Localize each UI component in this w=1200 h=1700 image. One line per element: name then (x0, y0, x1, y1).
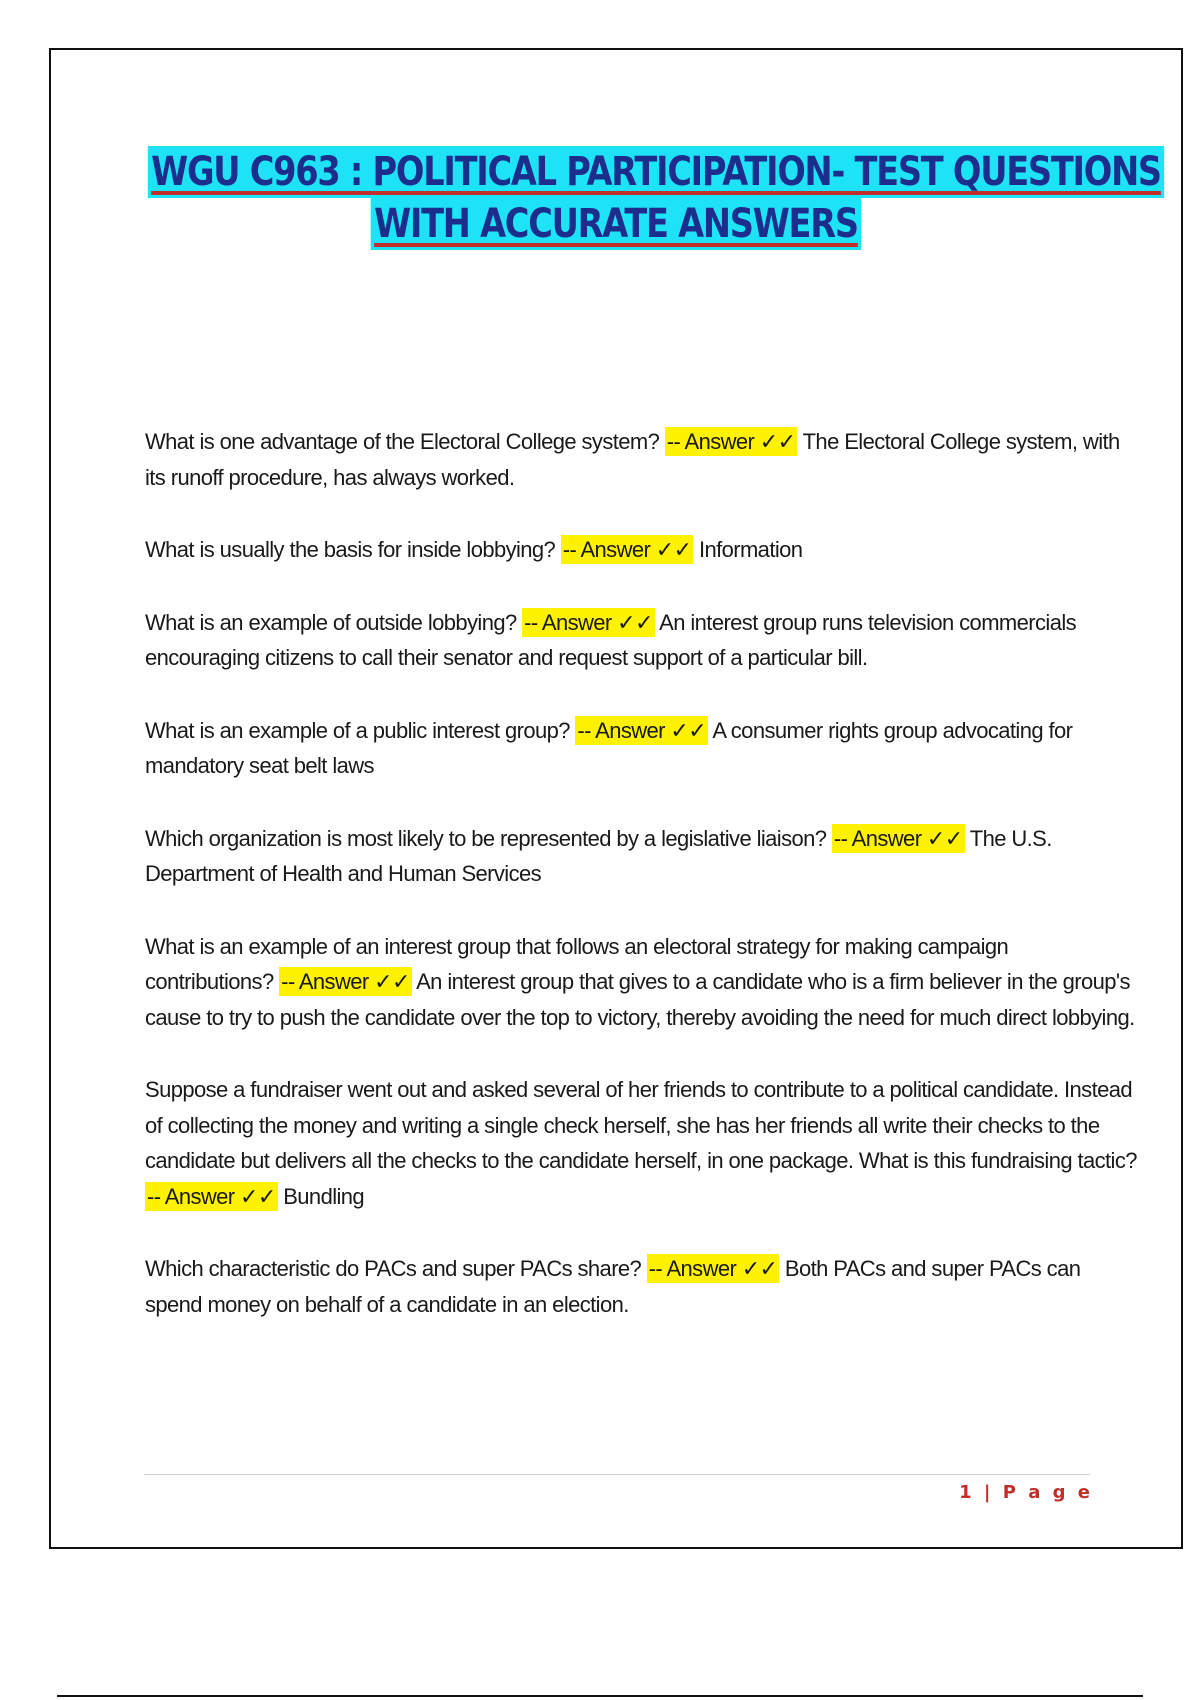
answer-text: An interest group runs television commercials encouraging citizens to call their senator and request support of a particular bill. (145, 609, 1077, 670)
answer-text: Both PACs and super PACs can spend money on behalf of a candidate in an election. (145, 1256, 1081, 1317)
answer-text: Information (698, 537, 803, 562)
page-number: 1 | P a g e (959, 1482, 1093, 1503)
answer-label: -- Answer ✓✓ (577, 717, 707, 743)
qa-item (145, 532, 1141, 568)
answer-text: An interest group that gives to a candidate who is a firm believer in the group's cause to try to push the candidate over the top to victory, thereby avoiding the need for much direct lobbying. (145, 969, 1135, 1030)
qa-item (145, 821, 1141, 892)
qa-item (145, 424, 1141, 495)
question-text: Which organization is most likely to be represented by a legislative liaison? (145, 825, 827, 851)
qa-item (145, 1072, 1141, 1214)
title-line-2: WITH ACCURATE ANSWERS (371, 198, 861, 250)
qa-item (145, 605, 1141, 676)
footer-divider (144, 1474, 1090, 1475)
page-bottom-divider (57, 1695, 1143, 1697)
answer-label: -- Answer ✓✓ (147, 1183, 276, 1209)
answer-text: Bundling (283, 1183, 365, 1209)
answer-text: The U.S. Department of Health and Human Services (145, 825, 1052, 886)
question-text: What is an example of a public interest group? (145, 717, 570, 743)
document-title (51, 146, 1181, 250)
answer-label: -- Answer ✓✓ (281, 969, 410, 994)
answer-label: -- Answer ✓✓ (648, 1256, 778, 1281)
qa-item (145, 929, 1141, 1036)
qa-list (145, 424, 1141, 1359)
answer-label: -- Answer ✓✓ (524, 609, 653, 635)
question-text: What is an example of an interest group that follows an electoral strategy for making campaign contributions? (145, 933, 1009, 994)
question-text: Which characteristic do PACs and super PACs share? (145, 1256, 642, 1281)
question-text: What is one advantage of the Electoral College system? (145, 429, 660, 454)
answer-text: A consumer rights group advocating for mandatory seat belt laws (145, 717, 1073, 778)
qa-item (145, 713, 1141, 784)
answer-label: -- Answer ✓✓ (562, 537, 692, 562)
qa-item (145, 1251, 1141, 1322)
answer-label: -- Answer ✓✓ (666, 429, 796, 454)
question-text: Suppose a fundraiser went out and asked several of her friends to contribute to a political candidate. Instead of collecting the money and writing a single check herself, she has her friends all write their checks to the candidate but delivers all the checks to the candidate herself, in one package. What is this fundraising tactic? (145, 1077, 1137, 1173)
title-line-1: WGU C963 : POLITICAL PARTICIPATION- TEST QUESTIONS (148, 146, 1164, 198)
answer-label: -- Answer ✓✓ (833, 825, 963, 851)
answer-text: The Electoral College system, with its runoff procedure, has always worked. (145, 429, 1120, 490)
question-text: What is an example of outside lobbying? (145, 609, 517, 635)
document-page (49, 48, 1183, 1549)
question-text: What is usually the basis for inside lobbying? (145, 537, 556, 562)
